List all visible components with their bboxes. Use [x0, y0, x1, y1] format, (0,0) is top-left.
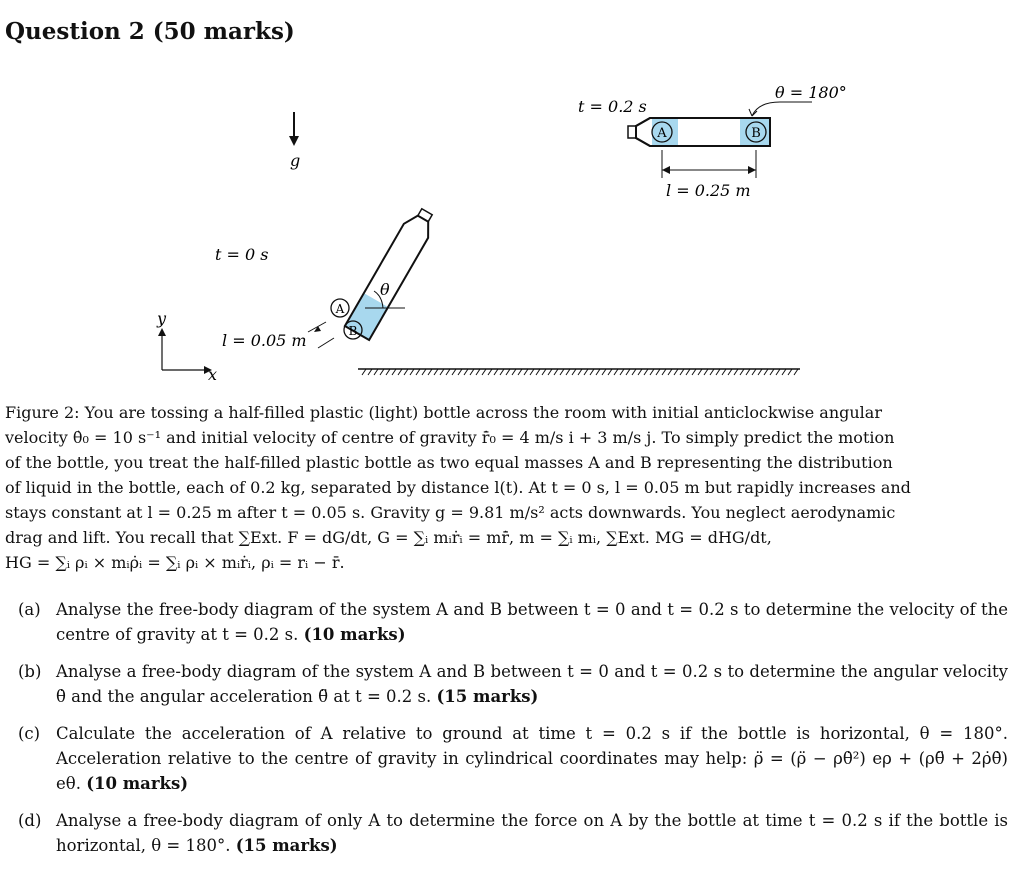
question-part-d [18, 808, 1008, 858]
label-x: x [208, 365, 218, 384]
caption-line-7: HG = ∑ᵢ ρᵢ × mᵢρ̇ᵢ = ∑ᵢ ρᵢ × mᵢṙᵢ, ρᵢ = rᵢ − r̄. [5, 553, 345, 572]
mass-a-label-top: A [657, 126, 667, 141]
axes [158, 328, 212, 374]
question-part-b [18, 659, 1008, 709]
part-label: (d) [18, 811, 42, 830]
label-t-0: t = 0 s [215, 245, 269, 264]
part-marks: (10 marks) [303, 625, 406, 644]
caption-line-1: Figure 2: You are tossing a half-filled plastic (light) bottle across the room with initial anticlockwise angular [5, 403, 882, 422]
bottle-horizontal [628, 118, 770, 146]
figure-caption [5, 400, 1005, 575]
part-marks: (15 marks) [436, 687, 539, 706]
label-y: y [157, 309, 167, 328]
question-title: Question 2 (50 marks) [5, 18, 295, 45]
question-part-c [18, 721, 1008, 796]
gravity-arrow [289, 112, 299, 146]
part-marks: (10 marks) [86, 774, 189, 793]
label-theta: θ [380, 280, 390, 299]
part-text: Analyse the free-body diagram of the system A and B between t = 0 and t = 0.2 s to determine the velocity of the centre of gravity at t = 0.2 s. [56, 600, 1008, 644]
question-parts [18, 597, 1008, 870]
caption-line-4: of liquid in the bottle, each of 0.2 kg, separated by distance l(t). At t = 0 s, l = 0.05 m but rapidly increases and [5, 478, 911, 497]
part-label: (a) [18, 600, 41, 619]
mass-a-label-tilted: A [335, 302, 345, 316]
figure-2 [0, 70, 1024, 390]
part-label: (b) [18, 662, 42, 681]
mass-b-label-tilted: B [348, 324, 358, 338]
part-text: Analyse a free-body diagram of only A to determine the force on A by the bottle at time t = 0.2 s if the bottle is horizontal, θ = 180°. [56, 811, 1008, 855]
label-l-0-05: l = 0.05 m [222, 331, 307, 350]
part-label: (c) [18, 724, 41, 743]
mass-b-label-top: B [751, 126, 761, 141]
part-text: Calculate the acceleration of A relative to ground at time t = 0.2 s if the bottle is horizontal, θ = 180°. Acceleration relative to the centre of gravity in cylindrical coordinates may help: ρ̈ = (ρ̈ − ρθ̇²) eρ + (ρθ̈ + 2ρ̇θ̇) eθ. [56, 724, 1008, 793]
label-theta-180: θ = 180° [775, 83, 847, 102]
label-l-0-25: l = 0.25 m [666, 181, 751, 200]
part-text: Analyse a free-body diagram of the system A and B between t = 0 and t = 0.2 s to determine the angular velocity θ̇ and the angular acceleration θ̈ at t = 0.2 s. [56, 662, 1008, 706]
question-part-a [18, 597, 1008, 647]
caption-line-6: drag and lift. You recall that ∑Ext. F = dG/dt, G = ∑ᵢ mᵢṙᵢ = mr̄̇, m = ∑ᵢ mᵢ, ∑Ext. MG = dHG/dt, [5, 528, 772, 547]
ground [358, 369, 800, 375]
caption-line-3: of the bottle, you treat the half-filled plastic bottle as two equal masses A and B representing the distribution [5, 453, 893, 472]
caption-line-2: velocity θ̇₀ = 10 s⁻¹ and initial velocity of centre of gravity r̄̇₀ = 4 m/s i + 3 m/s j. To simply predict the motion [5, 428, 895, 447]
label-t-0-2: t = 0.2 s [578, 97, 647, 116]
bottle-tilted [345, 205, 439, 340]
part-marks: (15 marks) [235, 836, 338, 855]
caption-line-5: stays constant at l = 0.25 m after t = 0.05 s. Gravity g = 9.81 m/s² acts downwards. You neglect aerodynamic [5, 503, 896, 522]
label-g: g [290, 151, 301, 170]
